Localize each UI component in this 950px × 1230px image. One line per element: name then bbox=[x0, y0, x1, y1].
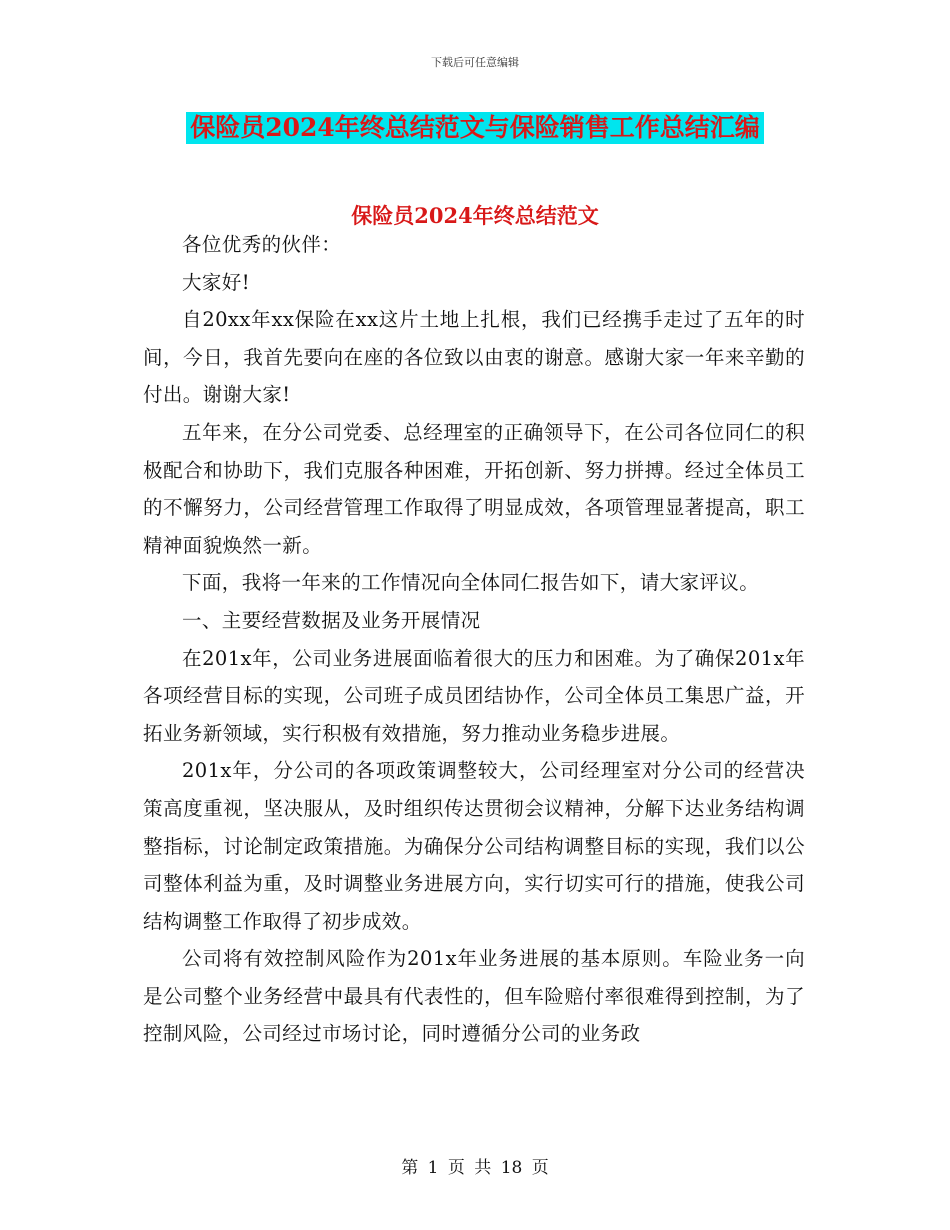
paragraph: 五年来，在分公司党委、总经理室的正确领导下，在公司各位同仁的积极配合和协助下，我们克服各种困难，开拓创新、努力拼搏。经过全体员工的不懈努力，公司经营管理工作取得了明显成效，各项管理显著提高，职工精神面貌焕然一新。 bbox=[143, 420, 805, 557]
main-title: 保险员2024年终总结范文与保险销售工作总结汇编 bbox=[186, 112, 764, 144]
paragraph: 在201x年，公司业务进展面临着很大的压力和困难。为了确保201x年各项经营目标的实现，公司班子成员团结协作，公司全体员工集思广益，开拓业务新领域，实行积极有效措施，努力推动业务稳步进展。 bbox=[143, 646, 805, 745]
sub-title: 保险员2024年终总结范文 bbox=[351, 203, 599, 228]
paragraph: 公司将有效控制风险作为201x年业务进展的基本原则。车险业务一向是公司整个业务经营中最具有代表性的，但车险赔付率很难得到控制，为了控制风险，公司经过市场讨论，同时遵循分公司的业务政 bbox=[143, 947, 805, 1046]
header-note: 下载后可任意编辑 bbox=[431, 56, 519, 69]
body-text bbox=[143, 226, 805, 1053]
main-title-container bbox=[0, 112, 950, 144]
paragraph: 各位优秀的伙伴： bbox=[182, 233, 342, 256]
paragraph: 201x年，分公司的各项政策调整较大，公司经理室对分公司的经营决策高度重视，坚决服从，及时组织传达贯彻会议精神，分解下达业务结构调整指标，讨论制定政策措施。为确保分公司结构调整目标的实现，我们以公司整体利益为重，及时调整业务进展方向，实行切实可行的措施，使我公司结构调整工作取得了初步成效。 bbox=[143, 759, 805, 933]
paragraph: 自20xx年xx保险在xx这片土地上扎根，我们已经携手走过了五年的时间，今日，我首先要向在座的各位致以由衷的谢意。感谢大家一年来辛勤的付出。谢谢大家! bbox=[143, 308, 805, 407]
paragraph: 一、主要经营数据及业务开展情况 bbox=[182, 608, 481, 632]
paragraph: 下面，我将一年来的工作情况向全体同仁报告如下，请大家评议。 bbox=[182, 571, 760, 595]
page-number: 第 1 页 共 18 页 bbox=[401, 1158, 549, 1178]
paragraph: 大家好! bbox=[182, 270, 250, 294]
